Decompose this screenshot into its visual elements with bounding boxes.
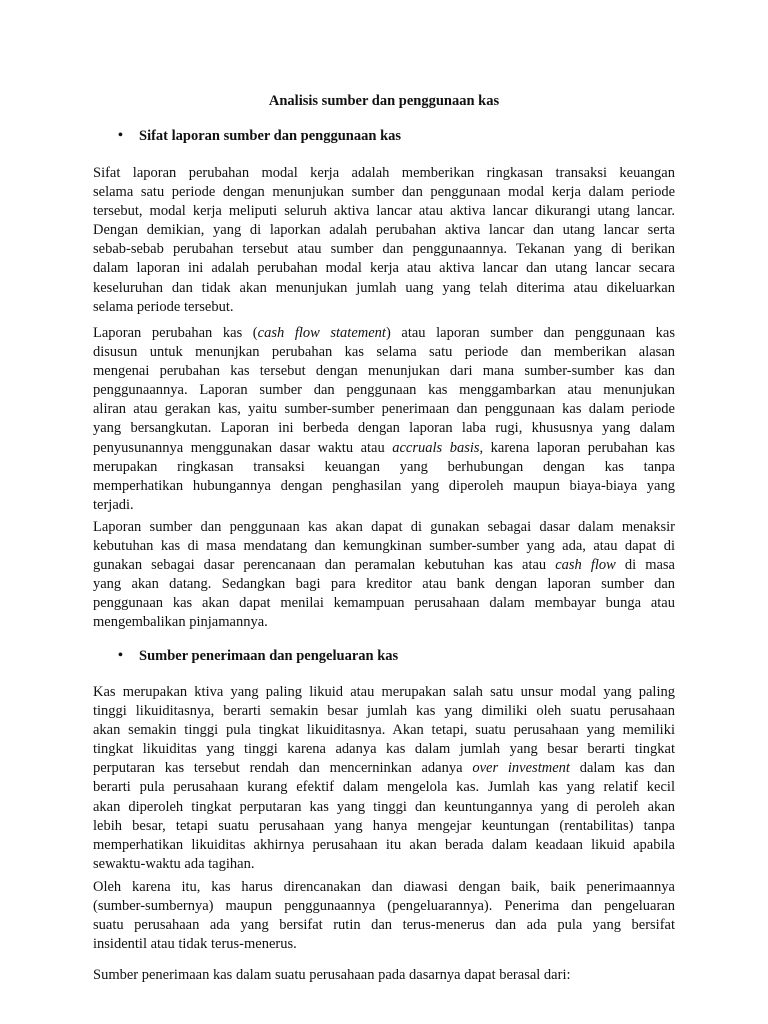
paragraph-line — [93, 556, 675, 575]
paragraph-line: (sumber-sumbernya) maupun penggunaannya (pengeluarannya). Penerima dan pengeluaran — [93, 898, 675, 915]
paragraph-line: Kas merupakan ktiva yang paling likuid atau merupakan salah satu unsur modal yang paling — [93, 684, 675, 700]
bullet-icon: • — [118, 128, 123, 143]
italic-term: cash flow — [555, 557, 616, 574]
paragraph-line: selama periode tersebut. — [93, 298, 234, 315]
paragraph-line: Dengan demikian, yang di laporkan adalah perubahan aktiva lancar dan utang lancar serta — [93, 222, 675, 239]
paragraph-line: penggunaan kas akan dapat menilai kemampuan perusahaan dalam membayar bunga atau — [93, 595, 675, 612]
paragraph-sumber-penerimaan-kas — [93, 966, 675, 985]
paragraph-line: disusun untuk menunjkan perubahan kas selama satu periode dan memberikan alasan — [93, 344, 675, 361]
paragraph-kegunaan-laporan — [93, 518, 675, 633]
section-heading-label: Sumber penerimaan dan pengeluaran kas — [139, 648, 399, 664]
paragraph-line: selama satu periode dengan menunjukan sumber dan penggunaan modal kerja dalam periode — [93, 184, 675, 201]
paragraph-line: sewaktu-waktu ada tagihan. — [93, 855, 255, 872]
paragraph-line: memperhatikan likuiditas akhirnya perusahaan itu akan berada dalam keadaan likuid apabila — [93, 836, 675, 853]
text-run: di masa — [615, 557, 675, 574]
text-run: gunakan sebagai dasar perencanaan dan peramalan kebutuhan kas atau — [93, 557, 556, 574]
text-run: dalam kas dan — [569, 760, 675, 777]
paragraph-line — [93, 324, 675, 343]
paragraph-line: keseluruhan dan tidak akan menunjukan jumlah uang yang telah diterima atau dikeluarkan — [93, 279, 675, 296]
document-title: Analisis sumber dan penggunaan kas — [268, 93, 500, 109]
paragraph-line: kebutuhan kas di masa mendatang dan kemungkinan sumber-sumber yang ada, atau dapat di — [93, 538, 675, 555]
italic-term: accruals basis — [392, 439, 480, 456]
italic-term: over investment — [472, 760, 570, 777]
paragraph-line: aliran atau gerakan kas, yaitu sumber-sumber penerimaan dan penggunaan kas dalam periode — [93, 401, 675, 418]
paragraph-line: terjadi. — [93, 496, 134, 513]
text-run: Laporan perubahan kas ( — [93, 325, 258, 341]
paragraph-line: Oleh karena itu, kas harus direncanakan dan diawasi dengan baik, baik penerimaannya — [93, 879, 675, 895]
text-run: , karena laporan perubahan kas — [479, 439, 675, 456]
paragraph-laporan-perubahan-kas — [93, 324, 675, 515]
paragraph-line: akan diperoleh tingkat perputaran kas yang tinggi dan keuntungannya yang di peroleh akan — [93, 798, 675, 815]
paragraph-line: akan semakin tinggi pula tingkat likuiditasnya. Akan tetapi, suatu perusahaan yang memiliki — [93, 722, 675, 739]
paragraph-line: lebih besar, tetapi suatu perusahaan yang hanya mengejar keuntungan (rentabilitas) tanpa — [93, 817, 675, 834]
paragraph-line: penggunaannya. Laporan sumber dan penggunaan kas menggambarkan atau menunjukan — [93, 382, 675, 399]
paragraph-line: yang akan datang. Sedangkan bagi para kreditor atau bank dengan laporan sumber dan — [93, 576, 675, 593]
paragraph-line: sebab-sebab perubahan tersebut atau sumber dan penggunaannya. Tekanan yang di berikan — [93, 241, 675, 258]
section-heading-label: Sifat laporan sumber dan penggunaan kas — [139, 128, 402, 144]
paragraph-line — [93, 439, 675, 458]
text-run: penyusunannya menggunakan dasar waktu atau — [93, 439, 393, 456]
paragraph-perencanaan-kas — [93, 878, 675, 954]
text-run: ) atau laporan sumber dan penggunaan kas — [385, 325, 675, 341]
paragraph-kas-likuid — [93, 683, 675, 874]
paragraph-line: Sumber penerimaan kas dalam suatu perusahaan pada dasarnya dapat berasal dari: — [93, 967, 571, 983]
paragraph-line: tersebut, modal kerja meliputi seluruh aktiva lancar atau aktiva lancar dikurangi utang lancar. — [93, 203, 675, 220]
paragraph-line: berarti pula perusahaan kurang efektif dalam mengelola kas. Jumlah kas yang relatif kecil — [93, 779, 675, 796]
paragraph-line: tingkat likuiditas yang tinggi karena adanya kas dalam jumlah yang besar berarti tingkat — [93, 741, 675, 758]
paragraph-line: memperhatikan hubungannya dengan penghasilan yang diperoleh maupun biaya-biaya yang — [93, 477, 675, 494]
paragraph-line: yang bersangkutan. Laporan ini berbeda dengan laporan laba rugi, khususnya yang dalam — [93, 420, 675, 437]
paragraph-line — [93, 759, 675, 778]
italic-term: cash flow statement — [257, 325, 386, 341]
paragraph-line: mengembalikan pinjamannya. — [93, 614, 268, 631]
paragraph-line: suatu perusahaan ada yang bersifat rutin dan terus-menerus dan ada pula yang bersifat — [93, 917, 675, 934]
paragraph-line: Laporan sumber dan penggunaan kas akan dapat di gunakan sebagai dasar dalam menaksir — [93, 519, 675, 535]
paragraph-sifat-laporan — [93, 164, 675, 317]
paragraph-line: insidentil atau tidak terus-menerus. — [93, 936, 297, 953]
paragraph-line: Sifat laporan perubahan modal kerja adalah memberikan ringkasan transaksi keuangan — [93, 165, 675, 181]
paragraph-line: merupakan ringkasan transaksi keuangan yang berhubungan dengan kas tanpa — [93, 458, 675, 475]
paragraph-line: mengenai perubahan kas tersebut dengan menunjukan dari mana sumber-sumber kas dan — [93, 363, 675, 380]
paragraph-line: dalam laporan ini adalah perubahan modal kerja atau aktiva lancar dan utang lancar secara — [93, 260, 675, 277]
paragraph-line: tinggi likuiditasnya, berarti semakin besar jumlah kas yang dimiliki oleh suatu perusahaan — [93, 703, 675, 720]
bullet-icon: • — [118, 648, 123, 663]
text-run: perputaran kas tersebut rendah dan mencerninkan adanya — [93, 760, 473, 777]
